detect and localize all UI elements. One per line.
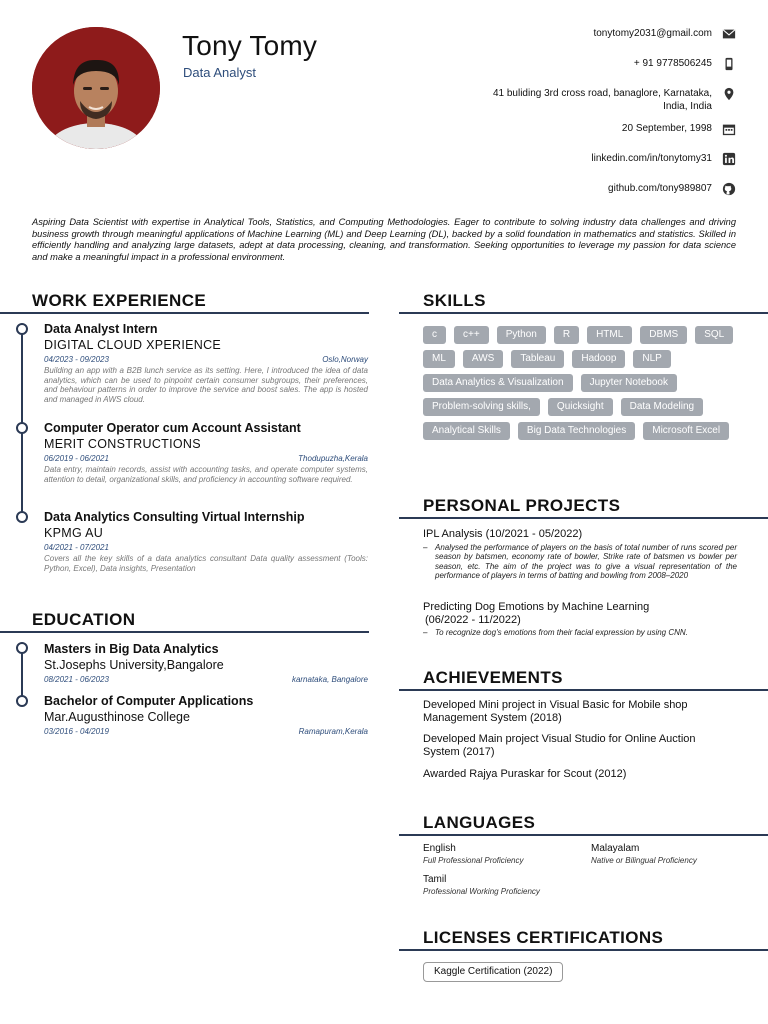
calendar-icon (722, 122, 736, 136)
skill-chip: DBMS (640, 326, 687, 344)
section-rule-skills (399, 312, 768, 314)
education-dates: 03/2016 - 04/2019 (44, 727, 109, 736)
skill-chip: HTML (587, 326, 632, 344)
degree-title: Masters in Big Data Analytics (44, 642, 219, 656)
skill-chip: Analytical Skills (423, 422, 510, 440)
project-detail (423, 543, 737, 581)
work-timeline-dot (16, 511, 28, 523)
section-title-education: EDUCATION (32, 610, 136, 629)
contact-address-text: 41 buliding 3rd cross road, banaglore, Karnataka, India, India (492, 88, 712, 112)
achievement-item: Developed Mini project in Visual Basic for Mobile shop Management System (2018) (423, 699, 688, 724)
contact-github[interactable] (436, 182, 736, 196)
job-title: Computer Operator cum Account Assistant (44, 421, 301, 435)
email-icon (722, 27, 736, 41)
education-timeline-line (21, 652, 23, 700)
skill-chip: ML (423, 350, 455, 368)
skill-chip: Problem-solving skills, (423, 398, 540, 416)
candidate-name: Tony Tomy (182, 30, 318, 61)
project-description: Analysed the performance of players on the basis of total number of runs scored per season by batsmen, economy rate of bowler, Strike rate of batsmen vs bowler per season, etc. The aim of the project was to give a visual representation of the performance of players in terms of batting and bowling from 2008–2020 (435, 542, 737, 581)
profile-photo (32, 27, 160, 149)
contact-phone[interactable] (436, 57, 736, 71)
section-title-projects: PERSONAL PROJECTS (423, 496, 621, 515)
skill-chip: R (554, 326, 579, 344)
job-title: Data Analytics Consulting Virtual Internship (44, 510, 305, 524)
phone-icon (722, 57, 736, 71)
achievement-item: Developed Main project Visual Studio for Online Auction System (2017) (423, 733, 696, 758)
job-title: Data Analyst Intern (44, 322, 158, 336)
skill-chip: Microsoft Excel (643, 422, 729, 440)
education-timeline-dot (16, 642, 28, 654)
contact-birthdate (436, 122, 736, 136)
project-description: To recognize dog's emotions from their facial expression by using CNN. (435, 628, 688, 637)
education-dates: 08/2021 - 06/2023 (44, 675, 109, 684)
location-icon (722, 87, 736, 101)
institution-name: St.Josephs University,Bangalore (44, 658, 224, 672)
linkedin-icon (722, 152, 736, 166)
contact-address (436, 87, 736, 113)
skill-chip: SQL (695, 326, 733, 344)
language-proficiency: Native or Bilingual Proficiency (591, 856, 697, 865)
section-rule-certifications (399, 949, 768, 951)
education-timeline-dot (16, 695, 28, 707)
candidate-role: Data Analyst (183, 65, 256, 80)
section-rule-education (0, 631, 369, 633)
education-location: karnataka, Bangalore (291, 675, 368, 684)
skill-chip: Hadoop (572, 350, 625, 368)
section-rule-achievements (399, 689, 768, 691)
skill-chip: AWS (463, 350, 503, 368)
skill-chip: Big Data Technologies (518, 422, 635, 440)
work-entry (44, 510, 368, 573)
job-organization: MERIT CONSTRUCTIONS (44, 437, 201, 451)
language-item (423, 874, 593, 897)
job-meta (44, 355, 368, 365)
language-item (591, 843, 761, 866)
job-organization: KPMG AU (44, 526, 104, 540)
skill-chip: Data Analytics & Visualization (423, 374, 573, 392)
contact-email[interactable] (436, 27, 736, 41)
bullet-dash: – (423, 628, 428, 637)
profile-summary: Aspiring Data Scientist with expertise in Analytical Tools, Statistics, and Computing Methodologies. Eager to contribute to solving industry data challenges and driving business growth through meaningful applications of Machine Learning (ML) and Deep Learning (DL), backed by a solid foundation in mathematics and statistics. Skilled in efficiently handling and analyzing large datasets, adept at data processing, cleaning, and transformation. Seeking opportunities to leverage my passion for data science and make a meaningful impact in a professional environment. (32, 217, 736, 262)
work-entry (44, 421, 368, 484)
skill-chip: c++ (454, 326, 489, 344)
skill-chip: c (423, 326, 446, 344)
language-name: Malayalam (591, 843, 640, 854)
section-title-languages: LANGUAGES (423, 813, 536, 832)
section-title-work: WORK EXPERIENCE (32, 291, 207, 310)
job-meta (44, 543, 368, 553)
education-meta (44, 727, 368, 737)
job-dates: 04/2023 - 09/2023 (44, 355, 109, 364)
skill-chip: Quicksight (548, 398, 613, 416)
section-title-achievements: ACHIEVEMENTS (423, 668, 563, 687)
bullet-dash: – (423, 542, 428, 552)
work-timeline-dot (16, 422, 28, 434)
language-proficiency: Full Professional Proficiency (423, 856, 524, 865)
project-detail (423, 628, 737, 638)
section-title-skills: SKILLS (423, 291, 486, 310)
work-timeline-dot (16, 323, 28, 335)
job-dates: 04/2021 - 07/2021 (44, 543, 109, 552)
language-name: Tamil (423, 874, 447, 885)
job-description: Building an app with a B2B lunch service as its setting. Here, I introduced the idea of data analytics, which can be used to pinpoint certain consumer subgroups, their preferences, and behaviour patterns in order to improve the service and boost sales. The app is hosted and managed in AWS cloud. (44, 366, 368, 404)
institution-name: Mar.Augusthinose College (44, 710, 190, 724)
skill-chip: NLP (633, 350, 670, 368)
skill-chip: Jupyter Notebook (581, 374, 677, 392)
education-location: Ramapuram,Kerala (298, 727, 368, 736)
project-title: IPL Analysis (10/2021 - 05/2022) (423, 528, 583, 540)
skill-chip: Data Modeling (621, 398, 703, 416)
language-name: English (423, 843, 456, 854)
project-title: Predicting Dog Emotions by Machine Learning (423, 601, 650, 613)
contact-linkedin[interactable] (436, 152, 736, 166)
contact-email-text: tonytomy2031@gmail.com (593, 28, 712, 39)
contact-list (436, 24, 736, 196)
job-description: Data entry, maintain records, assist with accounting tasks, and operate computer systems, attention to detail, organizational skills, and proficiency in accounting software required. (44, 465, 368, 484)
job-description: Covers all the key skills of a data analytics consultant Data quality assessment (Tools: Python, Excel), Data insights, Presentation (44, 554, 368, 573)
job-organization: DIGITAL CLOUD XPERIENCE (44, 338, 222, 352)
job-location: Thodupuzha,Kerala (298, 454, 368, 463)
language-proficiency: Professional Working Proficiency (423, 887, 540, 896)
skill-chip: Tableau (511, 350, 564, 368)
section-rule-languages (399, 834, 768, 836)
language-item (423, 843, 593, 866)
section-rule-projects (399, 517, 768, 519)
job-meta (44, 454, 368, 464)
degree-title: Bachelor of Computer Applications (44, 694, 254, 708)
education-entry (44, 642, 368, 685)
skills-list (423, 326, 743, 446)
education-meta (44, 675, 368, 685)
project-dates: (06/2022 - 11/2022) (425, 613, 521, 626)
skill-chip: Python (497, 326, 546, 344)
education-entry (44, 694, 368, 737)
certification-badge: Kaggle Certification (2022) (423, 962, 563, 982)
contact-linkedin-text: linkedin.com/in/tonytomy31 (591, 153, 712, 164)
section-title-certifications: LICENSES CERTIFICATIONS (423, 928, 664, 947)
contact-birthdate-text: 20 September, 1998 (621, 123, 712, 134)
achievement-item: Awarded Rajya Puraskar for Scout (2012) (423, 768, 627, 780)
github-icon (722, 182, 736, 196)
project-entry (423, 601, 737, 638)
job-dates: 06/2019 - 06/2021 (44, 454, 109, 463)
section-rule-work (0, 312, 369, 314)
contact-phone-text: + 91 9778506245 (633, 58, 712, 69)
profile-photo-illustration (32, 27, 160, 149)
job-location: Oslo,Norway (322, 355, 368, 364)
work-entry (44, 322, 368, 404)
project-entry (423, 528, 737, 581)
contact-github-text: github.com/tony989807 (608, 183, 712, 194)
